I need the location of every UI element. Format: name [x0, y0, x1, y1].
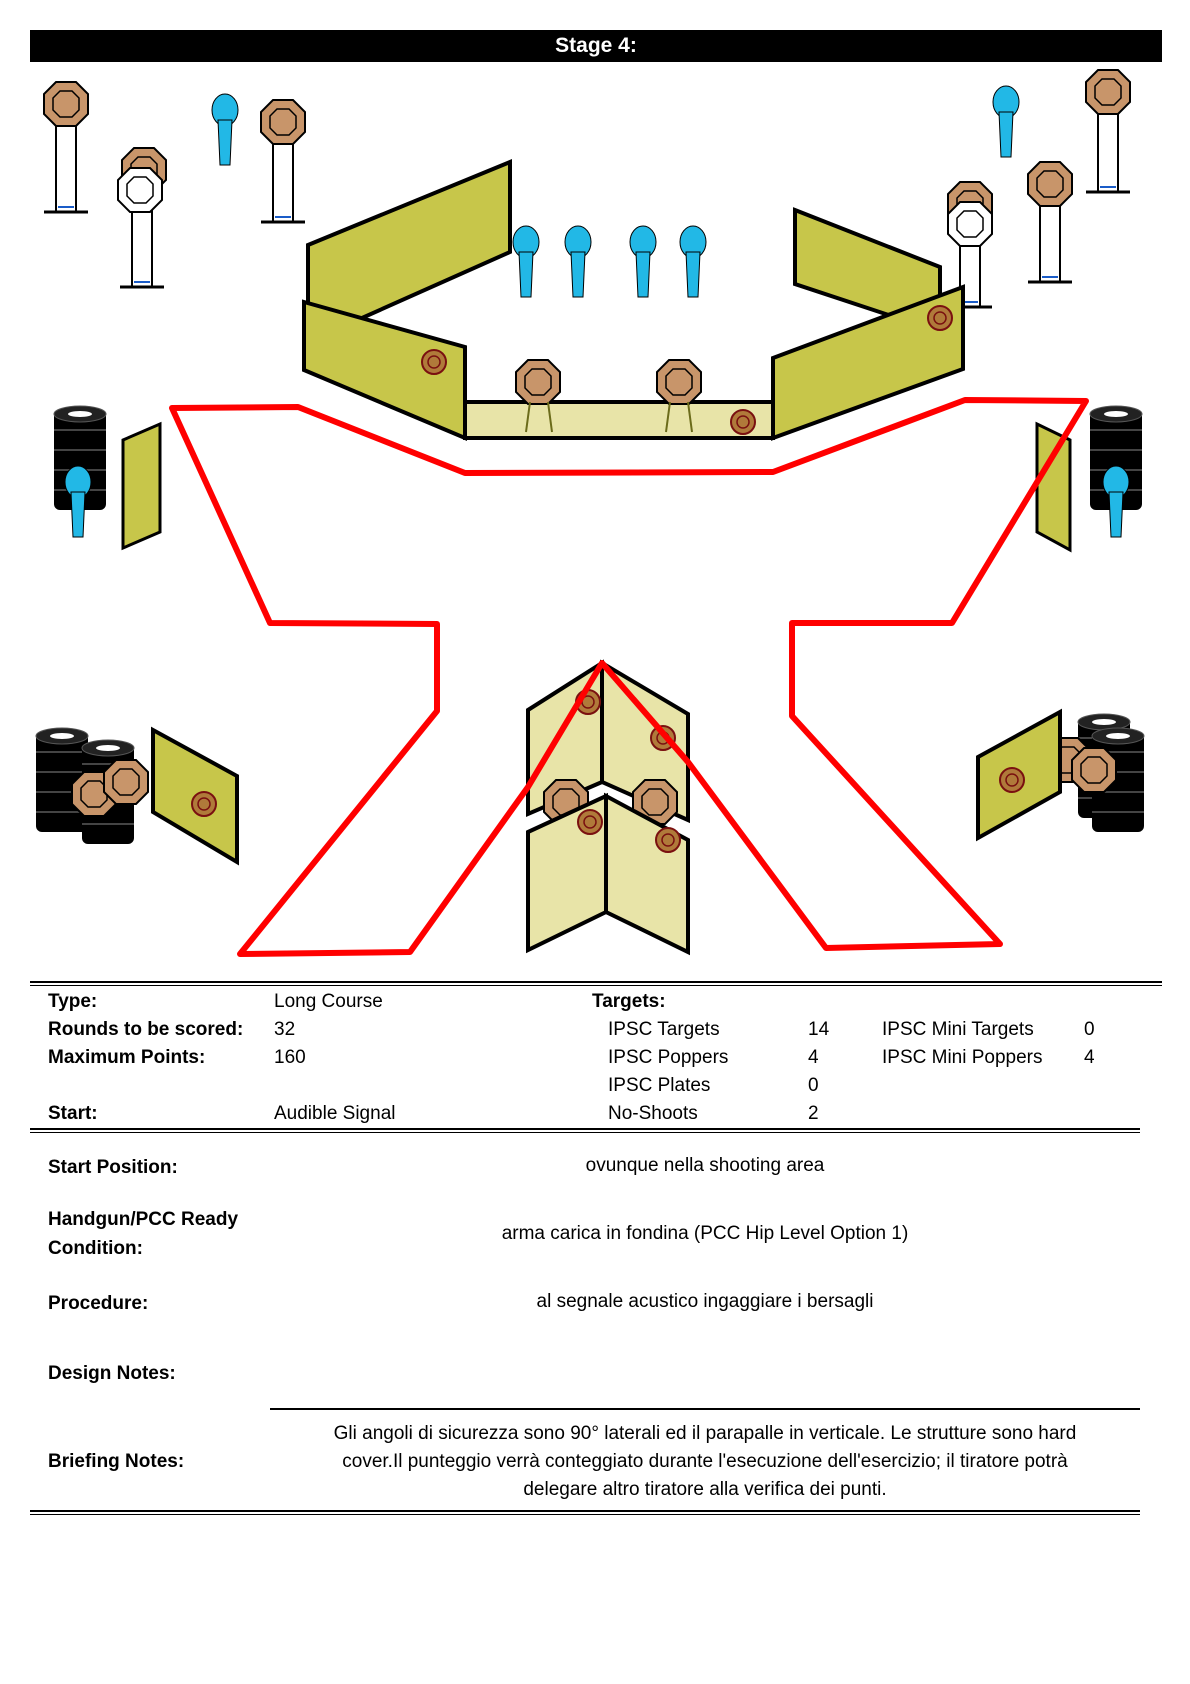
barrel-stack-left — [54, 406, 160, 548]
briefing-notes-line3: delegare altro tiratore alla verifica dei punti. — [523, 1479, 887, 1500]
center-structure — [528, 663, 688, 952]
targets-label: Targets: — [592, 991, 666, 1012]
briefing-notes-line2: cover.Il punteggio verrà conteggiato durante l'esecuzione dell'esercizio; il tiratore potrà — [342, 1451, 1068, 1472]
target-type-name: IPSC Plates — [608, 1075, 711, 1096]
target-stand-right-2 — [1028, 162, 1072, 282]
start-position-value: ovunque nella shooting area — [585, 1155, 825, 1176]
noshoot-stand-left — [118, 148, 166, 287]
start-label: Start: — [48, 1103, 98, 1124]
briefing-notes-label: Briefing Notes: — [48, 1451, 185, 1472]
target-type-count: 2 — [808, 1103, 819, 1124]
barrel-group-lower-right — [978, 712, 1144, 838]
mini-target-count: 0 — [1084, 1019, 1095, 1040]
stage-title: Stage 4: — [555, 34, 637, 57]
popper-right — [993, 86, 1019, 157]
popper-left — [212, 94, 238, 165]
target-stand-top-right — [1086, 70, 1130, 192]
design-notes-label: Design Notes: — [48, 1363, 176, 1384]
type-label: Type: — [48, 991, 98, 1012]
center-poppers — [513, 226, 706, 297]
barrel-group-lower-left — [36, 728, 237, 862]
ready-condition-label-line2: Condition: — [48, 1238, 143, 1259]
mini-target-count: 4 — [1084, 1047, 1095, 1068]
procedure-label: Procedure: — [48, 1293, 149, 1314]
points-value: 160 — [274, 1047, 306, 1068]
points-label: Maximum Points: — [48, 1047, 206, 1068]
front-wall-center — [465, 360, 773, 438]
stage-diagram — [0, 62, 1190, 962]
start-value: Audible Signal — [274, 1103, 396, 1124]
type-value: Long Course — [274, 991, 383, 1012]
start-position-label: Start Position: — [48, 1157, 178, 1178]
procedure-value: al segnale acustico ingaggiare i bersagli — [536, 1291, 874, 1312]
target-type-name: IPSC Poppers — [608, 1047, 729, 1068]
barrel-stack-right — [1037, 406, 1142, 550]
target-stand-left-2 — [261, 100, 305, 222]
target-type-name: No-Shoots — [608, 1103, 698, 1124]
briefing-notes-line1: Gli angoli di sicurezza sono 90° laterali ed il parapalle in verticale. Le strutture sono hard — [333, 1423, 1077, 1444]
ready-condition-value: arma carica in fondina (PCC Hip Level Option 1) — [501, 1223, 909, 1244]
rounds-label: Rounds to be scored: — [48, 1019, 244, 1040]
mini-target-name: IPSC Mini Targets — [882, 1019, 1034, 1040]
rounds-value: 32 — [274, 1019, 296, 1040]
target-type-name: IPSC Targets — [608, 1019, 720, 1040]
target-type-count: 4 — [808, 1047, 819, 1068]
target-type-count: 14 — [808, 1019, 830, 1040]
ready-condition-label-line1: Handgun/PCC Ready — [48, 1209, 239, 1230]
target-stand-top-left — [44, 82, 88, 212]
stage-title-bar — [30, 30, 1162, 62]
mini-target-name: IPSC Mini Poppers — [882, 1047, 1043, 1068]
target-type-count: 0 — [808, 1075, 819, 1096]
